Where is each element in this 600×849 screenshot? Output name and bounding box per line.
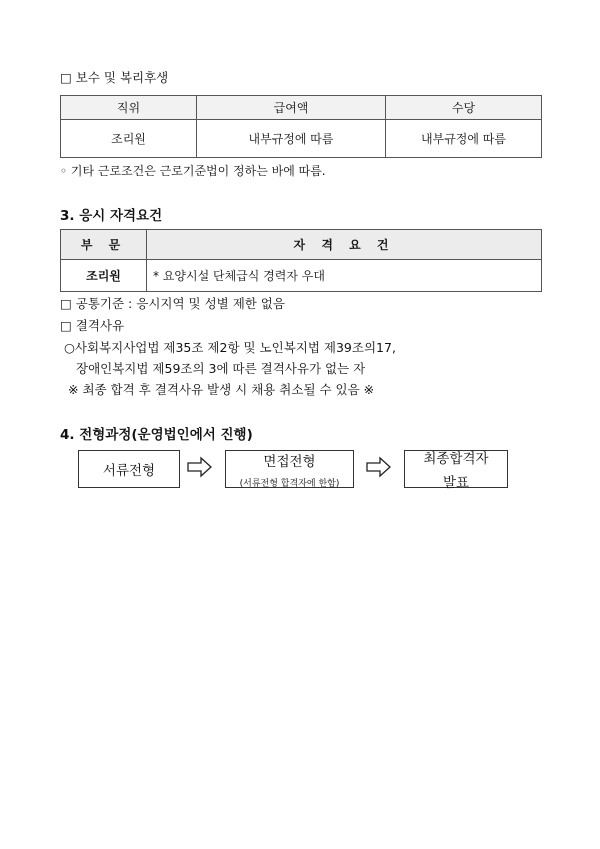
process-step-interview [225, 450, 354, 488]
salary-section-title: □ 보수 및 복리후생 [60, 70, 169, 85]
salary-note: ◦ 기타 근로조건은 근로기준법이 정하는 바에 따름. [60, 164, 326, 178]
header-requirements: 자 격 요 건 [147, 230, 542, 260]
step-label: 면접전형 [263, 453, 316, 470]
header-allowance: 수당 [386, 96, 542, 120]
qualification-table [60, 229, 542, 292]
cell-division: 조리원 [61, 260, 147, 292]
process-heading: 4. 전형과정(운영법인에서 진행) [60, 427, 253, 443]
process-step-document [78, 450, 180, 488]
table-row [61, 120, 542, 158]
table-header-row [61, 230, 542, 260]
qualification-heading: 3. 응시 자격요건 [60, 208, 163, 224]
cell-requirement: * 요양시설 단체급식 경력자 우대 [147, 260, 542, 292]
cell-position: 조리원 [61, 120, 197, 158]
step-label-2: 발표 [442, 475, 470, 491]
arrow-right-icon [366, 456, 392, 478]
disqualification-law-line1: ○사회복지사업법 제35조 제2항 및 노인복지법 제39조의17, [64, 340, 396, 355]
header-position: 직위 [61, 96, 197, 120]
process-step-final [404, 450, 508, 491]
step-sublabel: (서류전형 합격자에 한함) [239, 478, 340, 489]
disqualification-title: □ 결격사유 [60, 318, 125, 333]
step-label: 최종합격자 [423, 451, 489, 467]
salary-table [60, 95, 542, 158]
header-division: 부 문 [61, 230, 147, 260]
header-salary: 급여액 [197, 96, 386, 120]
arrow-right-icon [187, 456, 213, 478]
cell-salary: 내부규정에 따름 [197, 120, 386, 158]
table-header-row [61, 96, 542, 120]
disqualification-law-line2: 장애인복지법 제59조의 3에 따른 결격사유가 없는 자 [76, 361, 366, 376]
common-criteria: □ 공통기준 : 응시지역 및 성별 제한 없음 [60, 296, 285, 311]
table-row [61, 260, 542, 292]
step-label: 서류전형 [102, 463, 156, 479]
cell-allowance: 내부규정에 따름 [386, 120, 542, 158]
cancellation-notice: ※ 최종 합격 후 결격사유 발생 시 채용 취소될 수 있음 ※ [68, 382, 375, 397]
